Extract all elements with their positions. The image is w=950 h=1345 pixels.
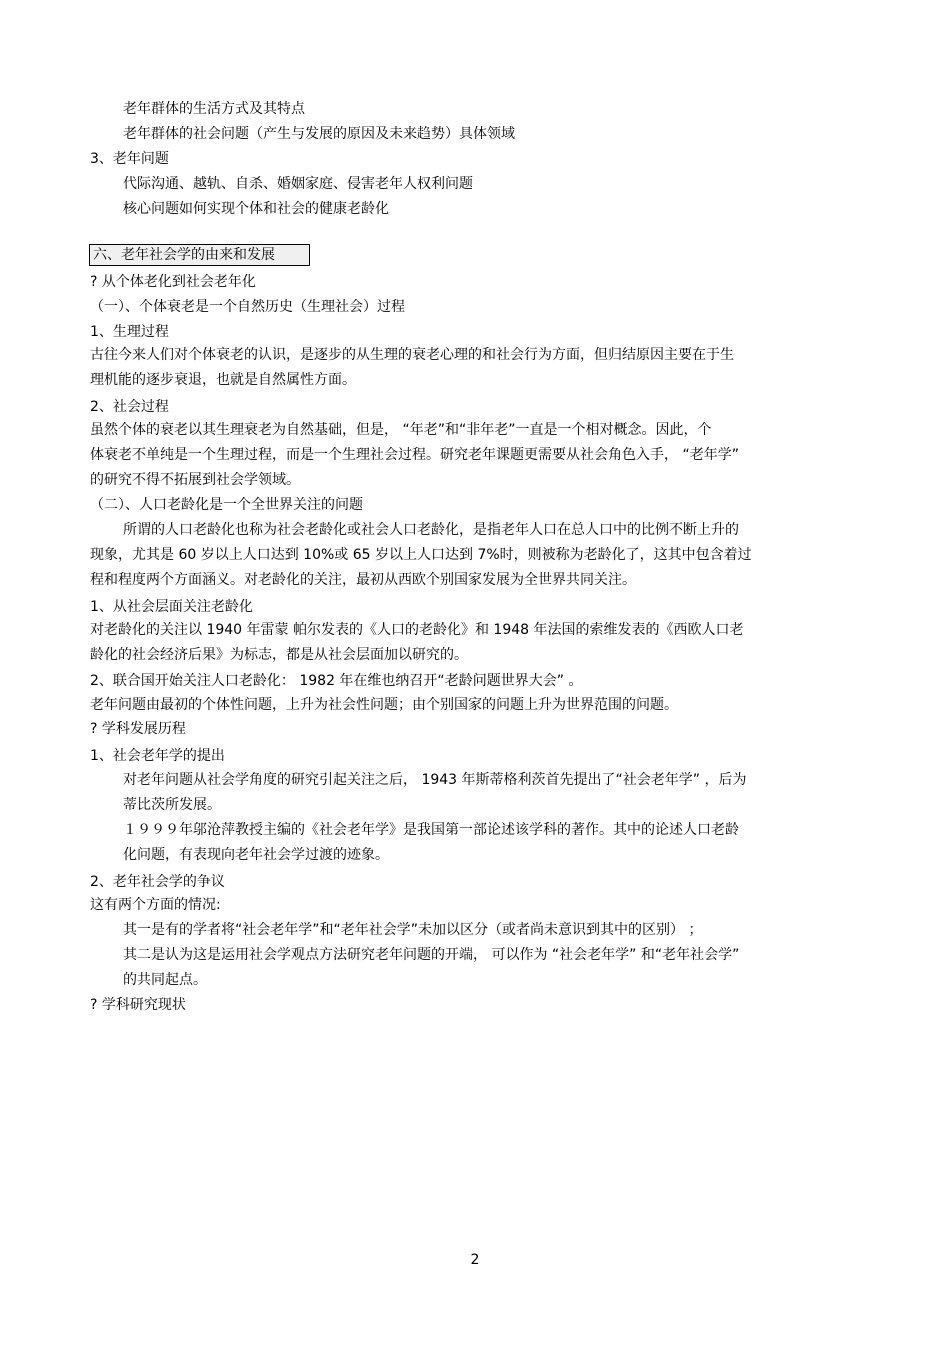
text-line: 所谓的人口老龄化也称为社会老龄化或社会人口老龄化，是指老年人口在总人口中的比例不断上升的	[123, 522, 739, 538]
subheading: 2、社会过程	[90, 399, 169, 415]
text-line: 代际沟通、越轨、自杀、婚姻家庭、侵害老年人权利问题	[123, 176, 473, 192]
text-line: 虽然个体的衰老以其生理衰老为自然基础，但是， “年老”和“非年老”一直是一个相对概念。因此，个	[90, 422, 712, 438]
subheading: 1、社会老年学的提出	[90, 748, 225, 764]
text-line: 现象，尤其是 60 岁以上人口达到 10%或 65 岁以上人口达到 7%时，则被称为老龄化了，这其中包含着过	[90, 547, 752, 563]
text-line: 这有两个方面的情况:	[90, 897, 221, 913]
subheading: 2、联合国开始关注人口老龄化： 1982 年在维也纳召开“老龄问题世界大会” 。	[90, 673, 583, 689]
text-line: 其一是有的学者将“社会老年学”和“老年社会学”未加以区分（或者尚未意识到其中的区别） ；	[123, 922, 703, 938]
section-heading: 六、老年社会学的由来和发展	[93, 247, 275, 263]
text-line: 老年群体的生活方式及其特点	[123, 101, 305, 117]
text-line: 理机能的逐步衰退，也就是自然属性方面。	[90, 372, 356, 388]
text-line: 其二是认为这是运用社会学观点方法研究老年问题的开端， 可以作为 “社会老年学” 和“老年社会学”	[123, 947, 740, 963]
text-line: 体衰老不单纯是一个生理过程，而是一个生理社会过程。研究老年课题更需要从社会角色入手， “老年学”	[90, 447, 739, 463]
page-number: 2	[470, 1252, 480, 1268]
text-line: 核心问题如何实现个体和社会的健康老龄化	[123, 201, 389, 217]
heading-3: 3、老年问题	[90, 151, 169, 167]
subheading: 1、生理过程	[90, 324, 169, 340]
text-line: 的研究不得不拓展到社会学领域。	[90, 472, 300, 488]
bullet-heading: ? 学科研究现状	[90, 997, 186, 1013]
text-line: 老年问题由最初的个体性问题，上升为社会性问题；由个别国家的问题上升为世界范围的问题。	[90, 697, 678, 713]
text-line: 对老年问题从社会学角度的研究引起关注之后， 1943 年斯蒂格利茨首先提出了“社会老年学” ，后为	[123, 772, 747, 788]
text-line: 古往今来人们对个体衰老的认识，是逐步的从生理的衰老心理的和社会行为方面，但归结原因主要在于生	[90, 347, 734, 363]
bullet-heading: ? 学科发展历程	[90, 721, 186, 737]
text-line: 老年群体的社会问题（产生与发展的原因及未来趋势）具体领域	[123, 126, 515, 142]
text-line: 化问题，有表现向老年社会学过渡的迹象。	[123, 847, 389, 863]
bullet-heading: ? 从个体老化到社会老年化	[90, 274, 256, 290]
text-line: 的共同起点。	[123, 972, 207, 988]
subheading: 2、老年社会学的争议	[90, 874, 225, 890]
section-heading-box	[89, 244, 310, 266]
subheading: （二）、人口老龄化是一个全世界关注的问题	[90, 497, 363, 513]
text-line: 龄化的社会经济后果》为标志，都是从社会层面加以研究的。	[90, 647, 468, 663]
text-line: 程和程度两个方面涵义。对老龄化的关注，最初从西欧个别国家发展为全世界共同关注。	[90, 572, 636, 588]
text-line: 对老龄化的关注以 1940 年雷蒙 帕尔发表的《人口的老龄化》和 1948 年法国的索维发表的《西欧人口老	[90, 622, 744, 638]
text-line: 蒂比茨所发展。	[123, 797, 221, 813]
text-line: １９９９年邬沧萍教授主编的《社会老年学》是我国第一部论述该学科的著作。其中的论述人口老龄	[123, 822, 739, 838]
subheading: 1、从社会层面关注老龄化	[90, 599, 253, 615]
subheading: （一）、个体衰老是一个自然历史（生理社会）过程	[90, 299, 405, 315]
